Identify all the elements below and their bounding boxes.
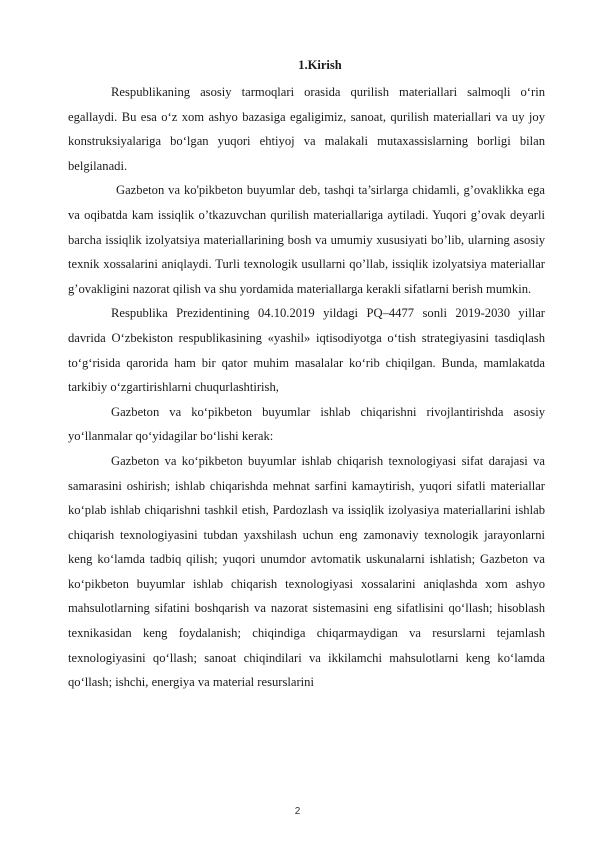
paragraph-4: Gazbeton va ko‘pikbeton buyumlar ishlab chiqarishni rivojlantirishda asosiy yo‘llanmalar qo‘yidagilar bo‘lishi kerak:: [68, 404, 545, 444]
page-number: 2: [294, 806, 301, 817]
paragraph-5: Gazbeton va ko‘pikbeton buyumlar ishlab chiqarish texnologiyasi sifat darajasi va samarasini oshirish; ishlab chiqarishda mehnat sarfini kamaytirish, yuqori sifatli materiallar ko‘plab ishlab chiqarishni tashkil etish, Pardozlash va issiqlik izolyasiya materiallarini ishlab chiqarish texnologiyasini tubdan yaxshilash uchun eng zamonaviy texnologik jarayonlarni keng ko‘lamda tadbiq qilish; yuqori unumdor avtomatik uskunalarni ishlatish; Gazbeton va ko‘pikbeton buyumlar ishlab chiqarish texnologiyasi xossalarini aniqlashda xom ashyo mahsulotlarning sifatini boshqarish va nazorat sistemasini eng sifatlisini qo‘llash; hisoblash texnikasidan keng foydalanish; chiqindiga chiqarmaydigan va resurslarni tejamlash texnologiyasini qo‘llash; sanoat chiqindilari va ikkilamchi mahsulotlarni keng ko‘lamda qo‘llash; ishchi, energiya va material resurslarini: [68, 453, 545, 690]
section-title: 1.Kirish: [298, 58, 342, 72]
paragraph-1: Respublikaning asosiy tarmoqlari orasida qurilish materiallari salmoqli o‘rin egallaydi. Bu esa o‘z xom ashyo bazasiga egaligimiz, sanoat, qurilish materiallari va uy joy konstruksiyalariga bo‘lgan yuqori ehtiyoj va malakali mutaxassislarning borligi bilan belgilanadi.: [68, 85, 545, 173]
paragraph-2: Gazbeton va ko'pikbeton buyumlar deb, tashqi ta’sirlarga chidamli, g’ovaklikka ega va oqibatda kam issiqlik o’tkazuvchan qurilish materiallariga aytiladi. Yuqori g’ovak deyarli barcha issiqlik izolyatsiya materiallarining bosh va umumiy xususiyati bo’lib, ularning asosiy texnik xossalarini aniqlaydi. Turli texnologik usullarni qo’llab, issiqlik izolyatsiya materiallar g’ovakligini nazorat qilish va shu yordamida materiallarga kerakli sifatlarni berish mumkin.: [68, 183, 545, 296]
paragraph-3: Respublika Prezidentining 04.10.2019 yildagi PQ–4477 sonli 2019-2030 yillar davrida O‘zbekiston respublikasining «yashil» iqtisodiyotga o‘tish strategiyasini tasdiqlash to‘g‘risida qarorida ham bir qator muhim masalalar ko‘rib chiqilgan. Bunda, mamlakatda tarkibiy o‘zgartirishlarni chuqurlashtirish,: [68, 306, 545, 395]
